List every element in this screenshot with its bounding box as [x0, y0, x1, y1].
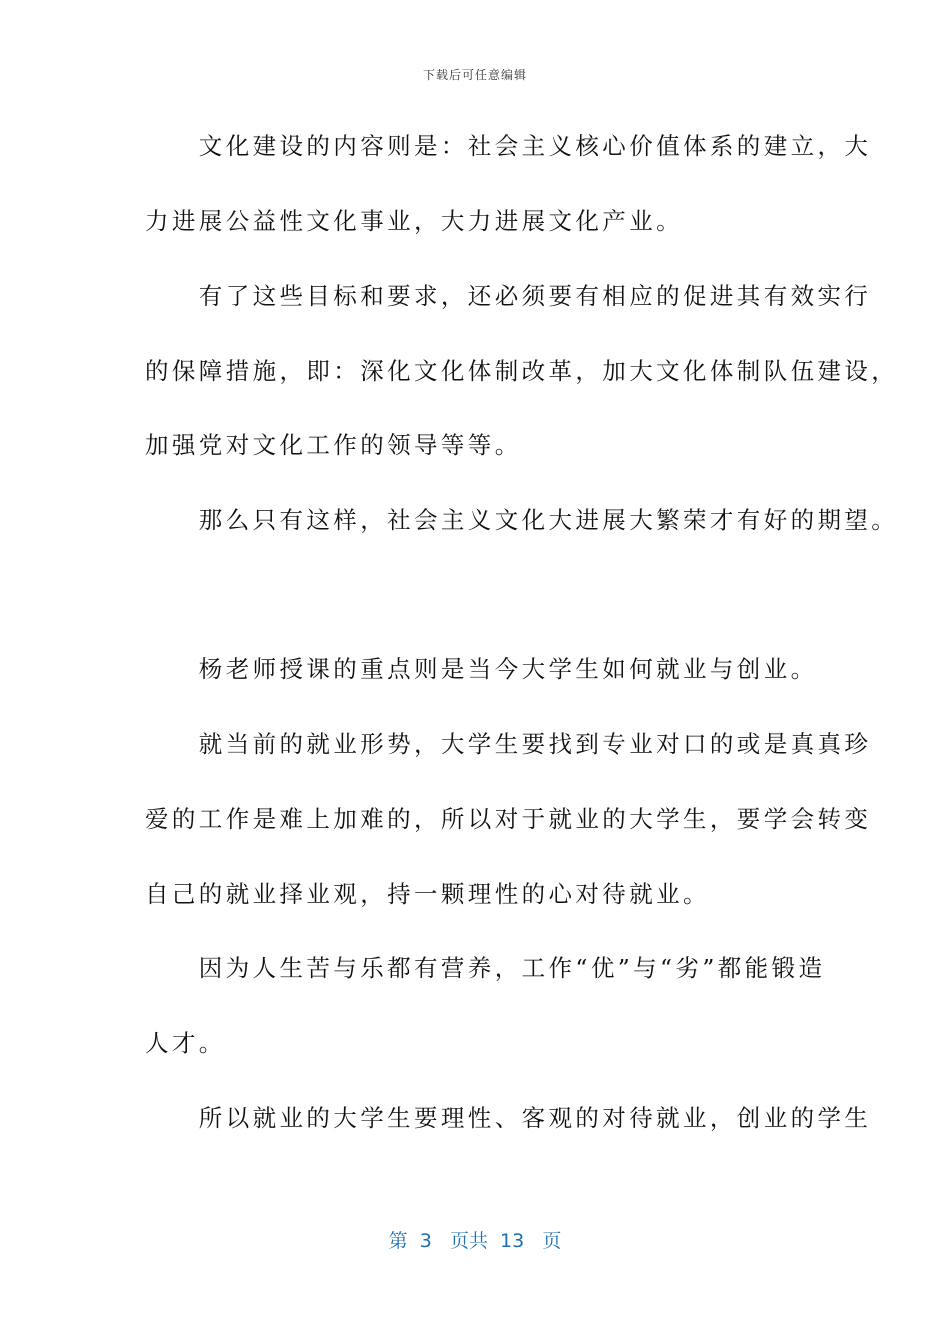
text-line: 因为人生苦与乐都有营养，工作“优”与“劣”都能锻造	[145, 954, 826, 982]
page-footer	[0, 1226, 950, 1253]
text-line: 自己的就业择业观，持一颗理性的心对待就业。	[145, 880, 710, 908]
text-line: 文化建设的内容则是：社会主义核心价值体系的建立，大	[145, 132, 872, 160]
text-line: 爱的工作是难上加难的，所以对于就业的大学生，要学会转变	[145, 805, 872, 833]
text-line: 人才。	[145, 1029, 226, 1057]
footer-prefix: 第	[388, 1230, 408, 1252]
text-line: 的保障措施，即：深化文化体制改革，加大文化体制队伍建设，	[145, 357, 899, 385]
text-line: 就当前的就业形势，大学生要找到专业对口的或是真真珍	[145, 730, 872, 758]
footer-middle: 页共	[449, 1230, 488, 1252]
text-line: 那么只有这样，社会主义文化大进展大繁荣才有好的期望。	[145, 506, 899, 534]
text-line: 所以就业的大学生要理性、客观的对待就业，创业的学生	[145, 1104, 872, 1132]
current-page-number: 3	[419, 1230, 432, 1252]
page-header: 下载后可任意编辑	[422, 68, 527, 82]
text-line: 杨老师授课的重点则是当今大学生如何就业与创业。	[145, 655, 818, 683]
text-line: 有了这些目标和要求，还必须要有相应的促进其有效实行	[145, 282, 872, 310]
footer-suffix: 页	[542, 1230, 562, 1252]
text-line: 力进展公益性文化事业，大力进展文化产业。	[145, 207, 683, 235]
total-page-count: 13	[500, 1230, 525, 1252]
text-line: 加强党对文化工作的领导等等。	[145, 431, 522, 459]
